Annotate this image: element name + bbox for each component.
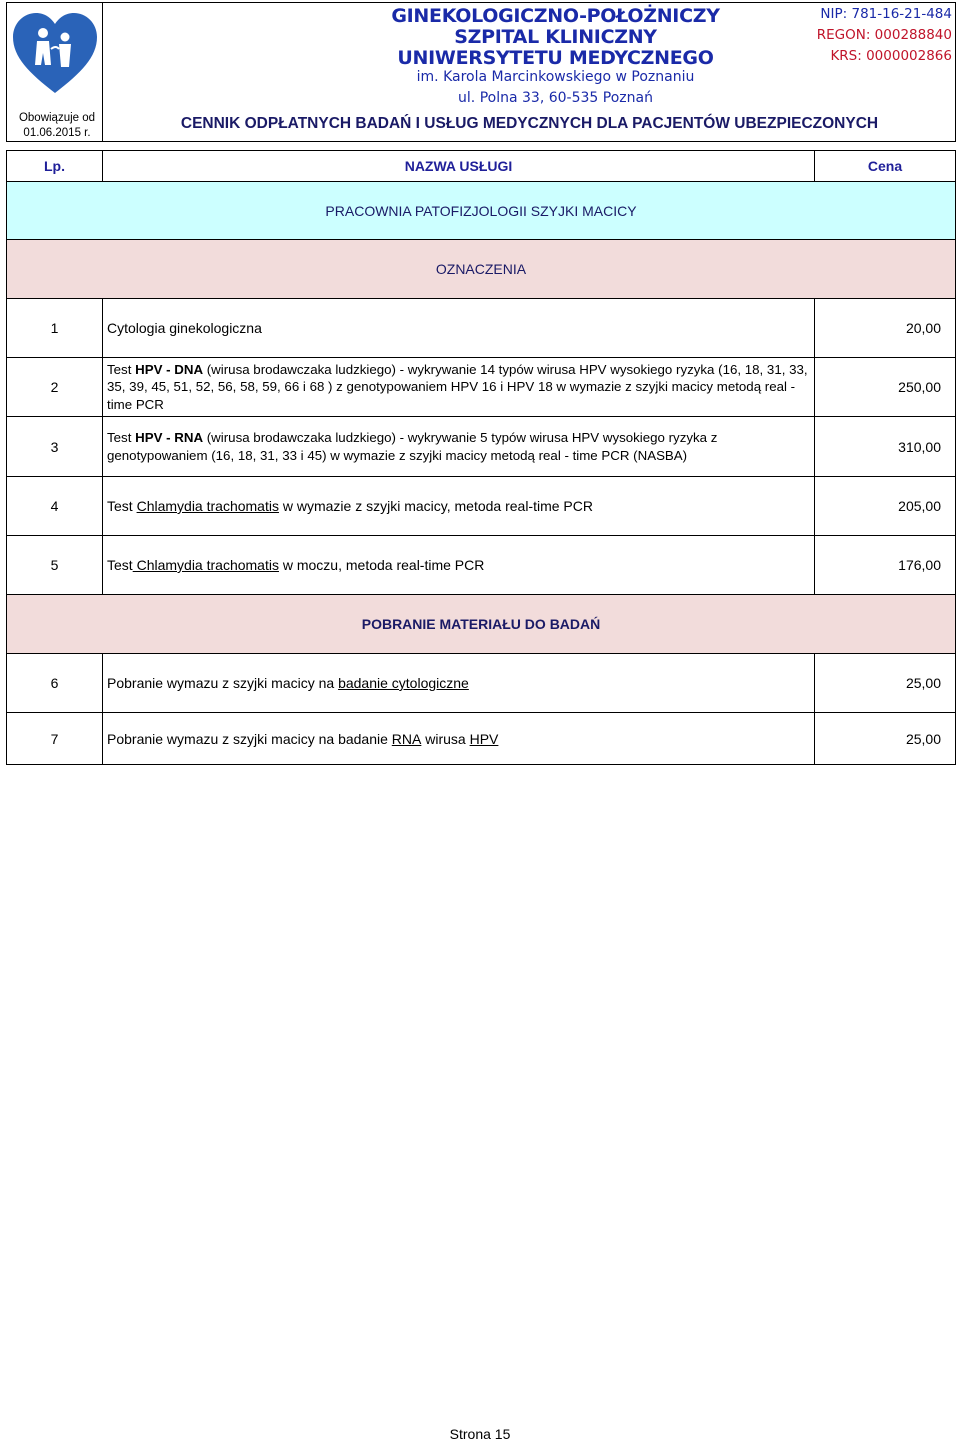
row-6-prefix: Pobranie wymazu z szyjki macicy na bbox=[107, 675, 339, 691]
logo-cell bbox=[6, 2, 103, 142]
row-5-description: w moczu, metoda real-time PCR bbox=[278, 557, 485, 573]
validity-label: Obowiązuje od bbox=[18, 112, 96, 124]
hospital-name-line4: im. Karola Marcinkowskiego w Poznaniu bbox=[416, 69, 695, 85]
row-7-name bbox=[102, 712, 815, 765]
row-2-description: (wirusa brodawczaka ludzkiego) - wykrywanie 14 typów wirusa HPV wysokiego ryzyka (16, 18, 31, 33, 35, 39, 45, 51, 52, 56, 58, 59, 66 i 68 ) z genotypowaniem HPV 16 i HPV 18 w wymazie z szyjki macicy metodą real - time PCR bbox=[107, 361, 808, 412]
row-7-price: 25,00 bbox=[814, 712, 956, 765]
row-4-prefix: Test bbox=[107, 498, 137, 514]
row-3-name bbox=[102, 416, 815, 477]
hospital-name-line2: SZPITAL KLINICZNY bbox=[454, 26, 657, 48]
row-7-lp: 7 bbox=[6, 712, 103, 765]
row-3-description: (wirusa brodawczaka ludzkiego) - wykrywanie 5 typów wirusa HPV wysokiego ryzyka z genotypowaniem (16, 18, 31, 33 i 45) w wymazie z szyjki macicy metodą real - time PCR (NASBA) bbox=[107, 430, 718, 463]
row-7-rna: RNA bbox=[391, 730, 422, 747]
hospital-logo-icon bbox=[9, 9, 101, 101]
price-list-sheet bbox=[6, 2, 956, 764]
row-5-organism: Chlamydia trachomatis bbox=[132, 557, 279, 573]
section-sampling: POBRANIE MATERIAŁU DO BADAŃ bbox=[6, 594, 956, 654]
row-2-lp: 2 bbox=[6, 357, 103, 417]
page-number: Strona 15 bbox=[449, 1426, 511, 1442]
row-6-test-type: badanie cytologiczne bbox=[338, 675, 469, 691]
krs-number: KRS: 0000002866 bbox=[830, 48, 952, 64]
column-header-price: Cena bbox=[814, 150, 956, 182]
validity-date: 01.06.2015 r. bbox=[23, 127, 91, 139]
row-6-lp: 6 bbox=[6, 653, 103, 713]
row-4-price: 205,00 bbox=[814, 476, 956, 536]
row-2-name bbox=[102, 357, 815, 417]
row-7-hpv: HPV bbox=[469, 730, 499, 747]
row-4-description: w wymazie z szyjki macicy, metoda real-time PCR bbox=[278, 498, 593, 514]
row-5-prefix: Test bbox=[107, 557, 133, 573]
hospital-name-line1: GINEKOLOGICZNO-POŁOŻNICZY bbox=[391, 5, 720, 27]
validity-note bbox=[13, 111, 101, 141]
row-2-price: 250,00 bbox=[814, 357, 956, 417]
row-7-prefix: Pobranie wymazu z szyjki macicy na badanie bbox=[107, 730, 392, 747]
regon-number: REGON: 000288840 bbox=[816, 27, 952, 43]
row-1-price: 20,00 bbox=[814, 298, 956, 358]
row-4-name bbox=[102, 476, 815, 536]
row-7-middle: wirusa bbox=[421, 730, 470, 747]
row-4-organism: Chlamydia trachomatis bbox=[136, 498, 279, 514]
row-2-prefix: Test bbox=[107, 361, 136, 377]
row-6-price: 25,00 bbox=[814, 653, 956, 713]
row-2-test-code: HPV - DNA bbox=[135, 361, 204, 377]
hospital-address: ul. Polna 33, 60-535 Poznań bbox=[458, 90, 653, 106]
section-tests: OZNACZENIA bbox=[6, 239, 956, 299]
row-3-price: 310,00 bbox=[814, 416, 956, 477]
row-3-test-code: HPV - RNA bbox=[135, 430, 204, 445]
page-title: CENNIK ODPŁATNYCH BADAŃ I USŁUG MEDYCZNYCH DLA PACJENTÓW UBEZPIECZONYCH bbox=[180, 115, 879, 132]
row-5-price: 176,00 bbox=[814, 535, 956, 595]
row-6-name bbox=[102, 653, 815, 713]
row-1-lp: 1 bbox=[6, 298, 103, 358]
row-5-lp: 5 bbox=[6, 535, 103, 595]
row-5-name bbox=[102, 535, 815, 595]
row-3-prefix: Test bbox=[107, 430, 136, 445]
row-1-name: Cytologia ginekologiczna bbox=[102, 298, 815, 358]
row-3-lp: 3 bbox=[6, 416, 103, 477]
section-department: PRACOWNIA PATOFIZJOLOGII SZYJKI MACICY bbox=[6, 181, 956, 240]
column-header-lp: Lp. bbox=[6, 150, 103, 182]
nip-number: NIP: 781-16-21-484 bbox=[820, 6, 952, 22]
column-header-name: NAZWA USŁUGI bbox=[102, 150, 815, 182]
row-4-lp: 4 bbox=[6, 476, 103, 536]
hospital-name-line3: UNIWERSYTETU MEDYCZNEGO bbox=[397, 47, 714, 69]
